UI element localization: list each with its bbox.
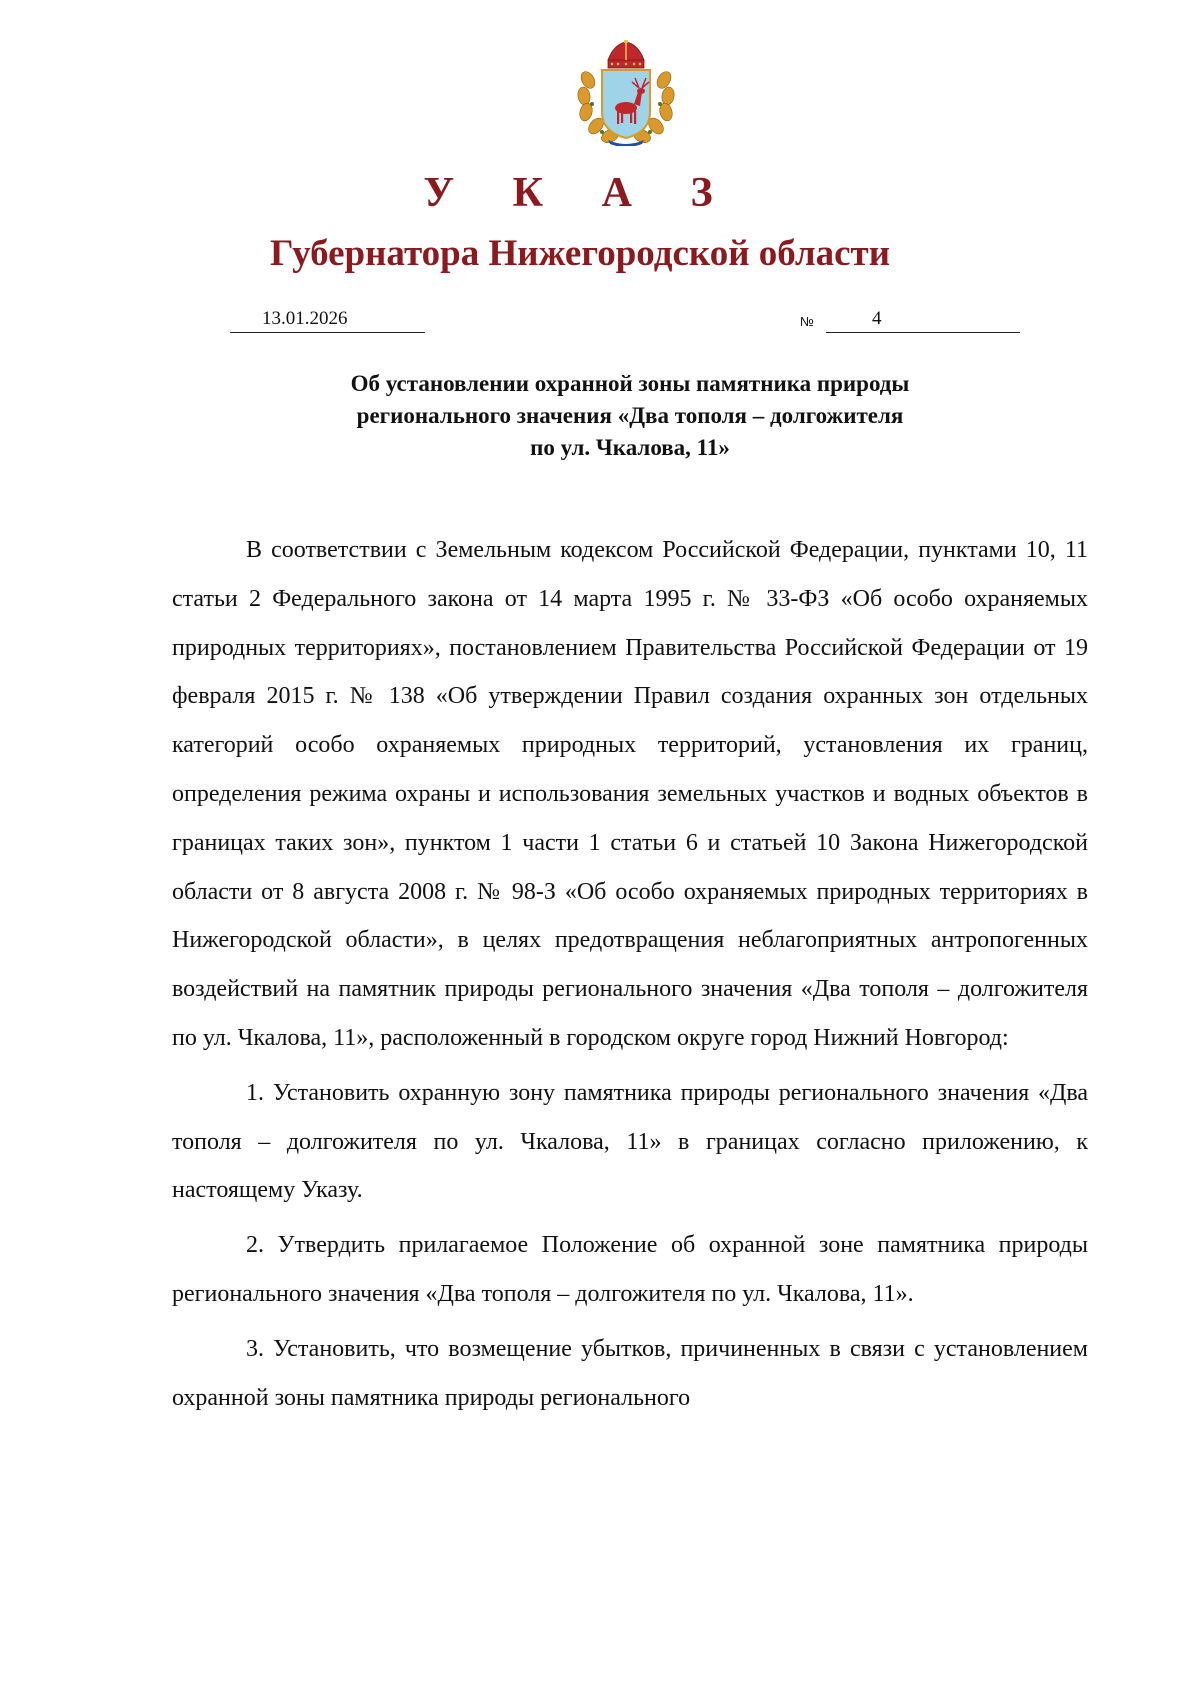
decree-body xyxy=(172,526,1088,1422)
number-sign: № xyxy=(800,314,814,329)
clause-2-paragraph: 2. Утвердить прилагаемое Положение об охранной зоне памятника природы регионального значения «Два тополя – долгожителя по ул. Чкалова, 11». xyxy=(172,1232,1088,1307)
heading-line: Об установлении охранной зоны памятника природы xyxy=(350,371,910,396)
coat-of-arms-icon xyxy=(574,40,678,146)
decree-date: 13.01.2026 xyxy=(262,308,348,329)
clause-1-paragraph: 1. Установить охранную зону памятника природы регионального значения «Два тополя – долгожителя по ул. Чкалова, 11» в границах согласно приложению, к настоящему Указу. xyxy=(172,1079,1088,1204)
decree-heading xyxy=(170,368,1090,464)
clause-3-paragraph: 3. Установить, что возмещение убытков, причиненных в связи с установлением охранной зоны памятника природы регионального xyxy=(172,1335,1088,1411)
heading-line: регионального значения «Два тополя – долгожителя xyxy=(356,403,904,428)
decree-issuer: Губернатора Нижегородской области xyxy=(269,233,891,274)
preamble-paragraph: В соответствии с Земельным кодексом Российской Федерации, пунктами 10, 11 статьи 2 Федерального закона от 14 марта 1995 г. № 33-ФЗ «Об особо охраняемых природных территориях», постановлением Правительства Российской Федерации от 19 февраля 2015 г. № 138 «Об утверждении Правил создания охранных зон отдельных категорий особо охраняемых природных территорий, установления их границ, определения режима охраны и использования земельных участков и водных объектов в границах таких зон», пунктом 1 части 1 статьи 6 и статьей 10 Закона Нижегородской области от 8 августа 2008 г. № 98-З «Об особо охраняемых природных территориях в Нижегородской области», в целях предотвращения неблагоприятных антропогенных воздействий на памятник природы регионального значения «Два тополя – долгожителя по ул. Чкалова, 11», расположенный в городском округе город Нижний Новгород: xyxy=(172,537,1088,1051)
decree-date-field xyxy=(230,308,425,333)
decree-number: 4 xyxy=(872,308,882,329)
decree-number-field xyxy=(826,308,1020,333)
decree-title: У К А З xyxy=(423,170,737,216)
heading-line: по ул. Чкалова, 11» xyxy=(530,435,730,460)
